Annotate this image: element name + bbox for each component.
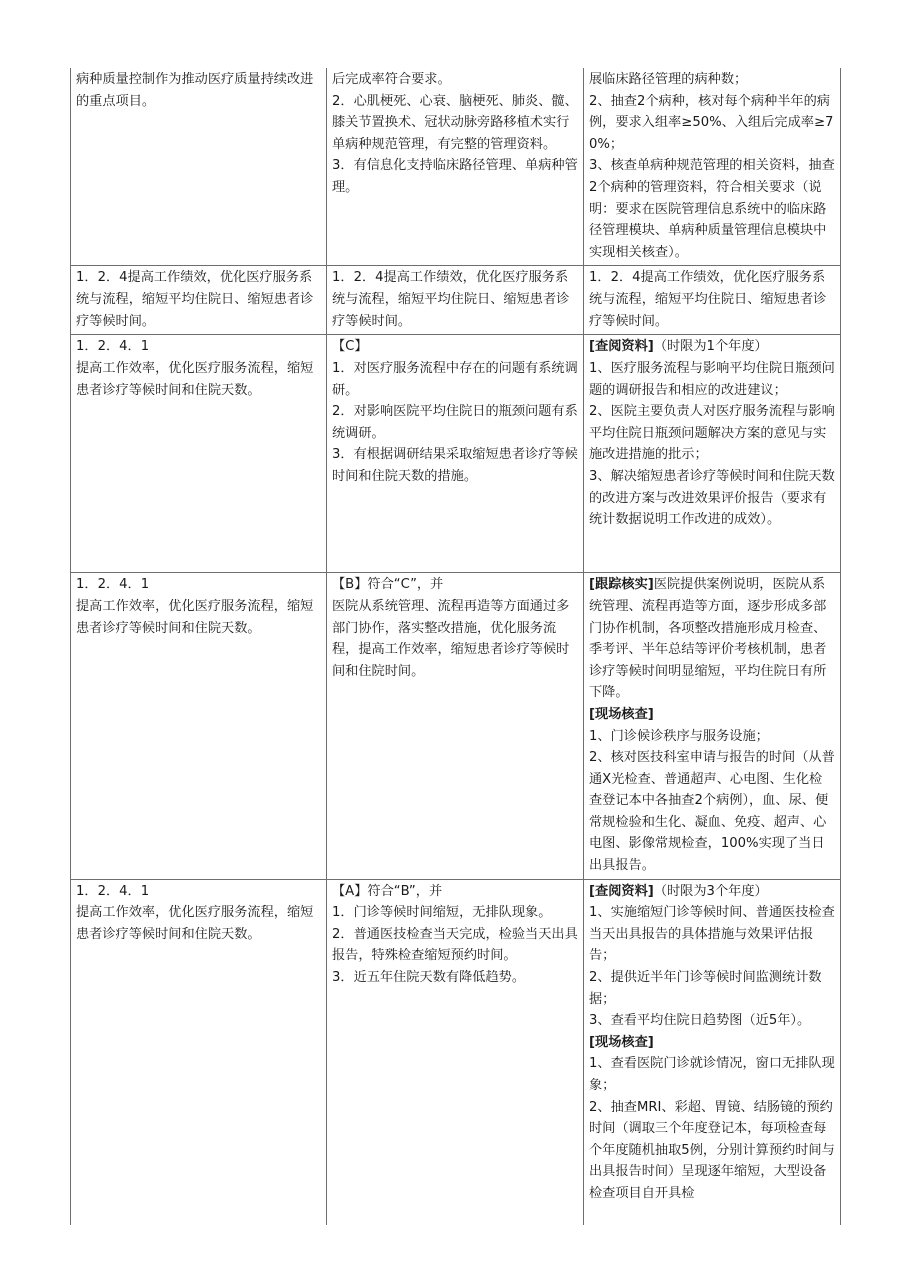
cell-text: 1、查看医院门诊就诊情况，窗口无排队现象； [589, 1056, 835, 1093]
cell-text: 病种质量控制作为推动医疗质量持续改进的重点项目。 [76, 72, 314, 109]
standard-cell [71, 335, 327, 573]
cell-text: 1．对医疗服务流程中存在的问题有系统调研。 [332, 360, 578, 398]
cell-text: 3、查看平均住院日趋势图（近5年）。 [589, 1013, 811, 1029]
cell-text: 1．2．4提高工作绩效，优化医疗服务系统与流程，缩短平均住院日、缩短患者诊疗等候时间。 [332, 270, 570, 329]
cell-text: 2．心肌梗死、心衰、脑梗死、肺炎、髋、膝关节置换术、冠状动脉旁路移植术实行单病种规范管理，有完整的管理资料。 [332, 93, 578, 152]
cell-text: （时限为3个年度） [653, 883, 768, 899]
cell-text: 2、抽查MRI、彩超、胃镜、结肠镜的预约时间（调取三个年度登记本，每项检查每个年度随机抽取5例，分别计算预约时间与出具报告时间）呈现逐年缩短，大型设备检查项目自开具检 [589, 1099, 835, 1201]
criteria-cell [327, 335, 584, 573]
clause-number: 1．2．4．1 [76, 883, 150, 899]
cell-text: 1、实施缩短门诊等候时间、普通医技检查当天出具报告的具体措施与效果评估报告； [589, 905, 835, 964]
table-row [71, 68, 841, 266]
hospital-standards-table [70, 68, 841, 1225]
cell-text: 1、门诊候诊秩序与服务设施； [589, 728, 769, 744]
cell-text: 2、医院主要负责人对医疗服务流程与影响平均住院日瓶颈问题解决方案的意见与实施改进措施的批示； [589, 404, 835, 463]
cell-text: 3．近五年住院天数有降低趋势。 [332, 970, 526, 986]
criteria-cell [327, 68, 584, 266]
cell-text: 后完成率符合要求。 [332, 72, 451, 87]
cell-text: 2．对影响医院平均住院日的瓶颈问题有系统调研。 [332, 404, 578, 441]
method-cell [584, 879, 841, 1225]
table-row [71, 879, 841, 1225]
method-cell [584, 573, 841, 879]
standards-table-page [70, 68, 840, 1225]
standard-cell [71, 573, 327, 879]
cell-text: 2、提供近半年门诊等候时间监测统计数据； [589, 970, 822, 1007]
standard-cell [71, 68, 327, 266]
cell-text: 提高工作效率，优化医疗服务流程，缩短患者诊疗等候时间和住院天数。 [76, 360, 314, 398]
cell-text: （时限为1个年度） [653, 339, 768, 355]
table-row [71, 266, 841, 335]
section-heading: [查阅资料] [589, 339, 654, 355]
cell-text: 1．2．4提高工作绩效，优化医疗服务系统与流程，缩短平均住院日、缩短患者诊疗等候时间。 [76, 270, 314, 329]
clause-number: 1．2．4．1 [76, 339, 150, 355]
criteria-cell [327, 266, 584, 335]
cell-text: 2、核对医技科室申请与报告的时间（从普通X光检查、普通超声、心电图、生化检查登记本中各抽查2个病例），血、尿、便常规检验和生化、凝血、免疫、超声、心电图、影像常规检查，100%实现了当日出具报告。 [589, 750, 835, 874]
standard-cell [71, 266, 327, 335]
cell-text: 1．2．4提高工作绩效，优化医疗服务系统与流程，缩短平均住院日、缩短患者诊疗等候时间。 [589, 270, 827, 329]
cell-text: 提高工作效率，优化医疗服务流程，缩短患者诊疗等候时间和住院天数。 [76, 598, 314, 636]
cell-text: 2．普通医技检查当天完成，检验当天出具报告，特殊检查缩短预约时间。 [332, 926, 578, 964]
grade-label: 【B】符合“C”，并 [332, 577, 444, 593]
method-cell [584, 68, 841, 266]
cell-text: 展临床路径管理的病种数； [589, 72, 748, 87]
cell-text: 医院从系统管理、流程再造等方面通过多部门协作，落实整改措施，优化服务流程，提高工作效率，缩短患者诊疗等候时间和住院时间。 [332, 598, 570, 679]
cell-text: 2、抽查2个病种，核对每个病种半年的病例，要求入组率≥50%、入组后完成率≥70%； [589, 93, 834, 152]
criteria-cell [327, 879, 584, 1225]
cell-text: 3．有信息化支持临床路径管理、单病种管理。 [332, 158, 578, 195]
method-cell [584, 266, 841, 335]
section-heading: [现场核查] [589, 706, 654, 722]
standard-cell [71, 879, 327, 1225]
grade-label: 【C】 [332, 339, 368, 355]
cell-text: 1．门诊等候时间缩短，无排队现象。 [332, 905, 552, 921]
cell-text: 3．有根据调研结果采取缩短患者诊疗等候时间和住院天数的措施。 [332, 447, 578, 484]
cell-text: 3、核查单病种规范管理的相关资料，抽查2个病种的管理资料，符合相关要求（说明：要求在医院管理信息系统中的临床路径管理模块、单病种质量管理信息模块中实现相关核查）。 [589, 158, 835, 260]
criteria-cell [327, 573, 584, 879]
cell-text: 提高工作效率，优化医疗服务流程，缩短患者诊疗等候时间和住院天数。 [76, 905, 314, 942]
section-heading: [现场核查] [589, 1034, 654, 1050]
clause-number: 1．2．4．1 [76, 577, 150, 593]
grade-label: 【A】符合“B”，并 [332, 883, 443, 899]
cell-text: 医院提供案例说明，医院从系统管理、流程再造等方面，逐步形成多部门协作机制，各项整改措施形成月检查、季考评、半年总结等评价考核机制，患者诊疗等候时间明显缩短，平均住院日有所下降。 [589, 577, 827, 701]
table-row [71, 573, 841, 879]
section-heading: [跟踪核实] [589, 577, 654, 593]
cell-text: 1、医疗服务流程与影响平均住院日瓶颈问题的调研报告和相应的改进建议； [589, 360, 835, 398]
method-cell [584, 335, 841, 573]
cell-text: 3、解决缩短患者诊疗等候时间和住院天数的改进方案与改进效果评价报告（要求有统计数据说明工作改进的成效）。 [589, 468, 835, 528]
table-row [71, 335, 841, 573]
section-heading: [查阅资料] [589, 883, 654, 899]
